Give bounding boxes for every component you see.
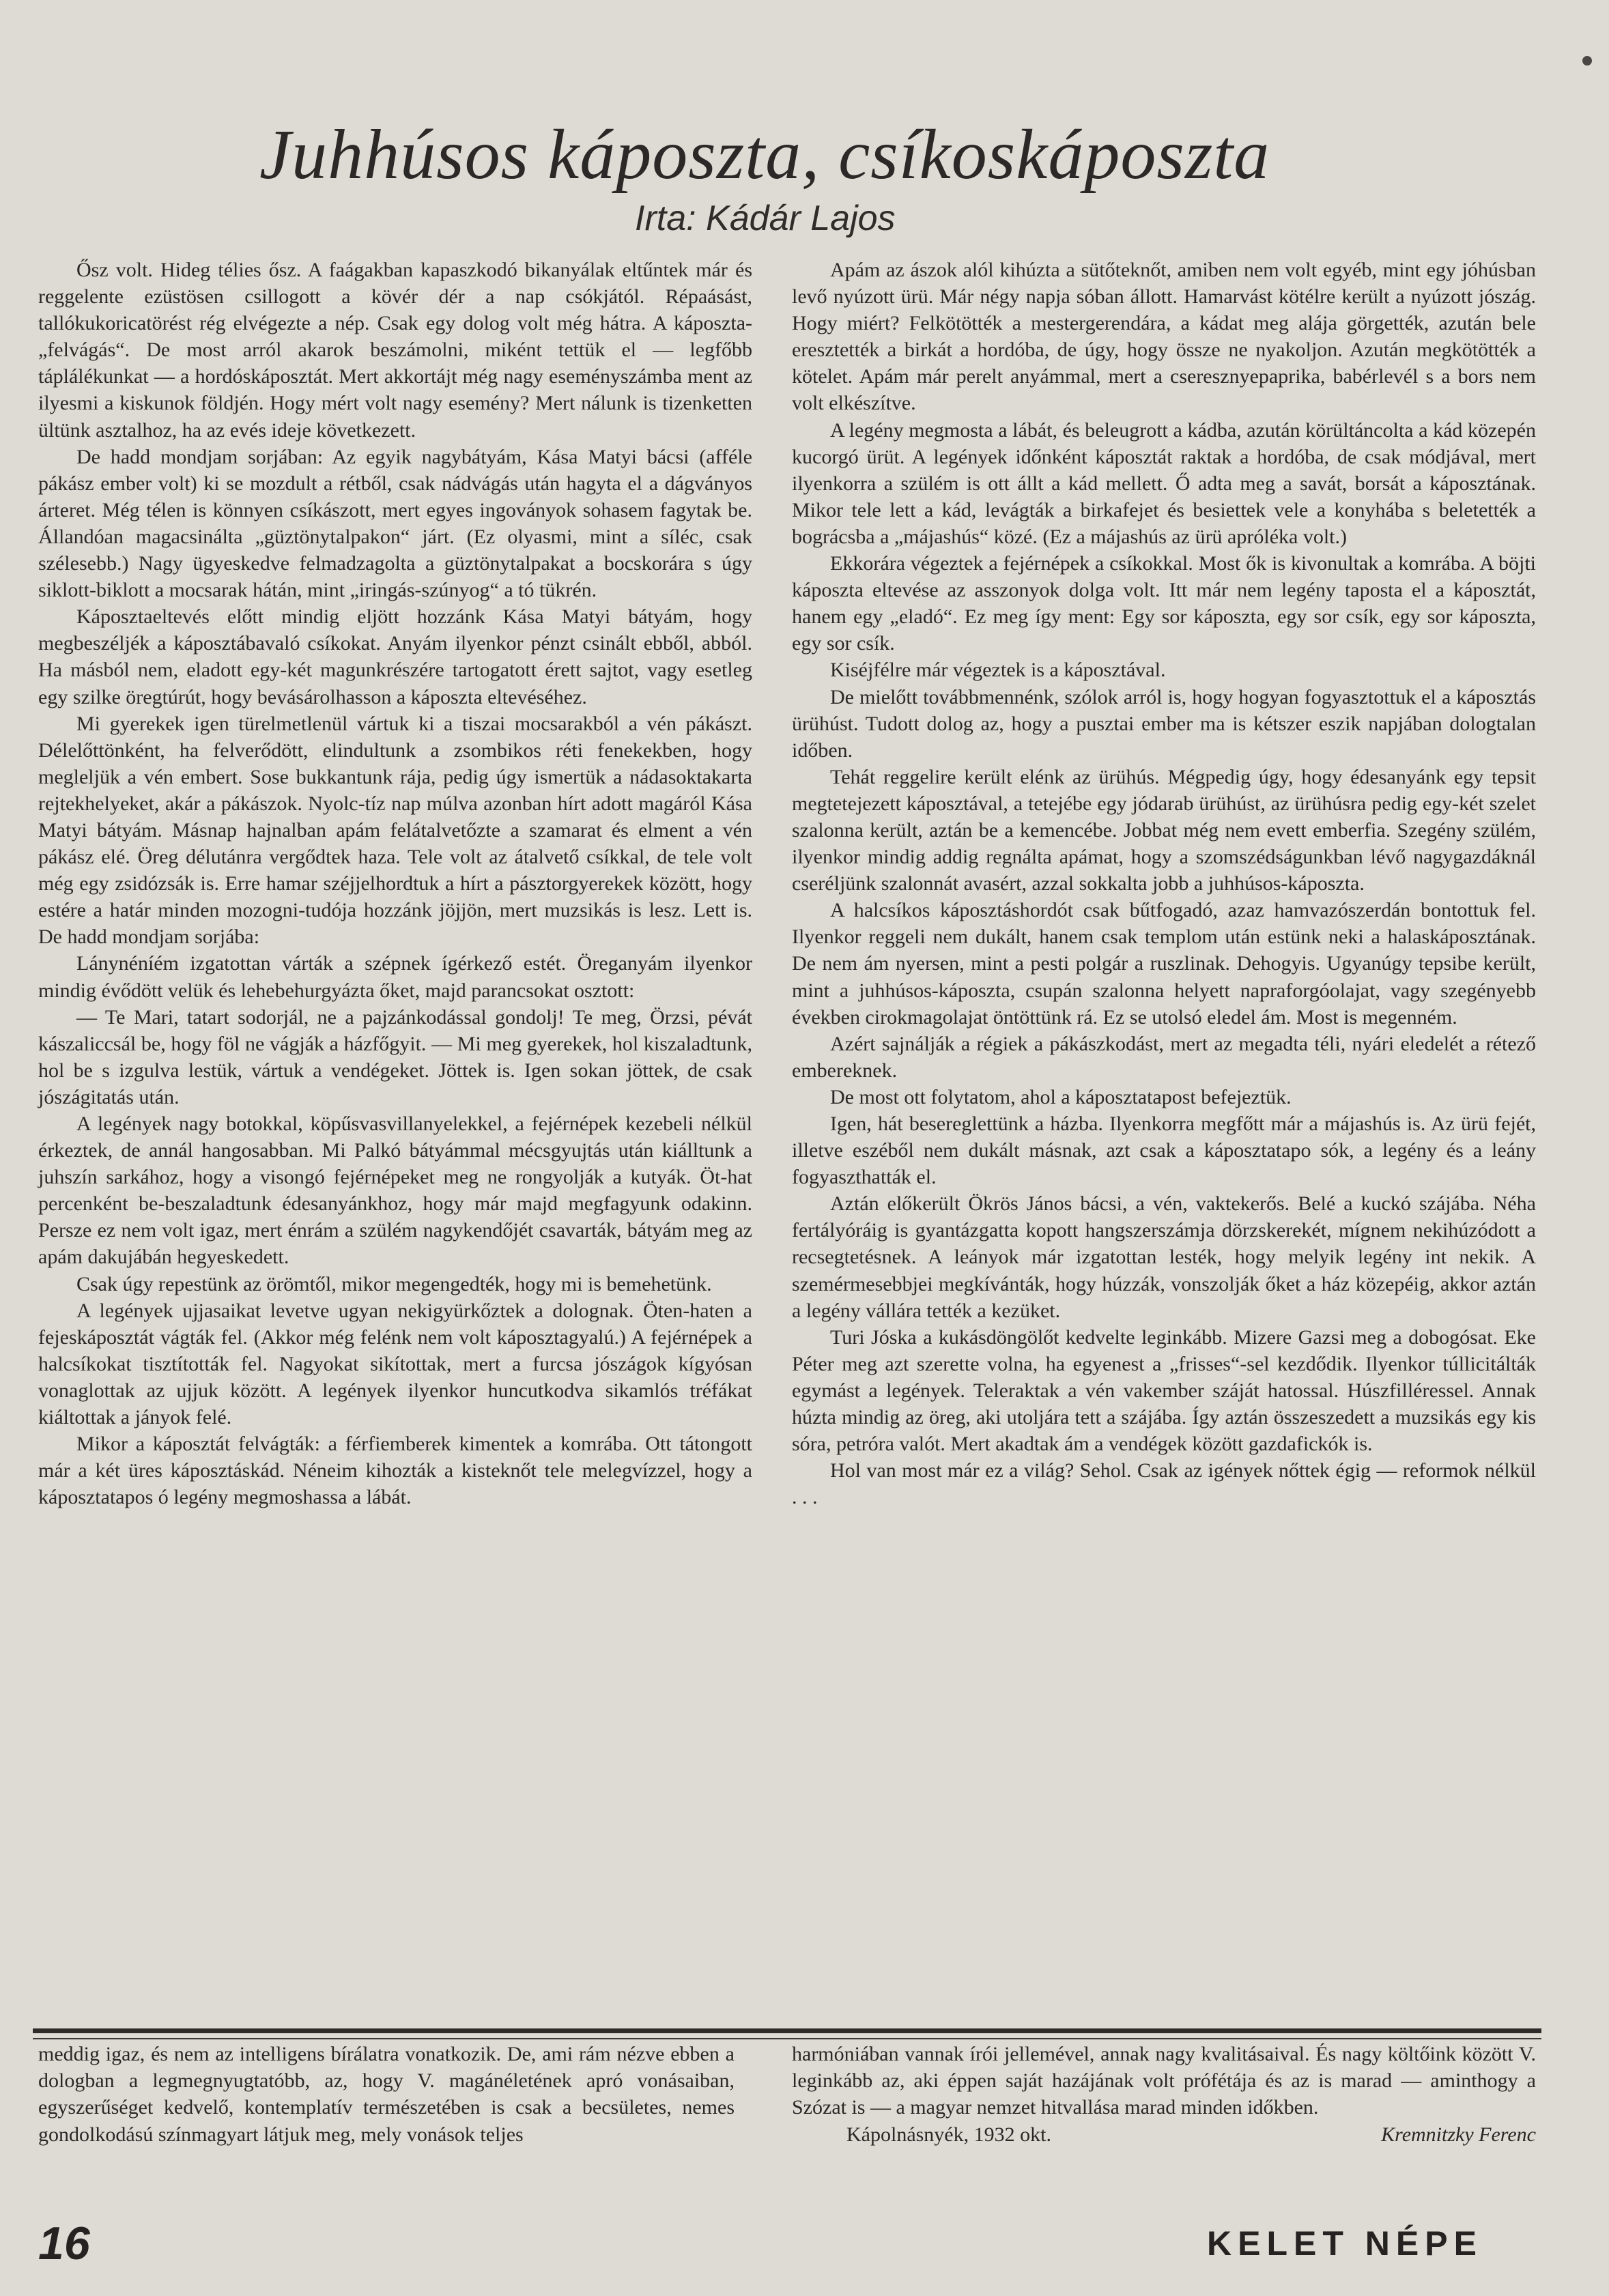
paragraph: Turi Jóska a kukásdöngölőt kedvelte leginkább. Mizere Gazsi meg a dobogósat. Eke Péter meg azt szerette volna, ha egyenest a „frisses“-sel kezdődik. Ilyenkor túllicitálták egymást a legények. Teleraktak a vén vakember száját hatossal. Húszfilléressel. Annak húzta mindig az öreg, aki utoljára tett a szájába. Így aztán összeszedett a muzsikás egy kis sóra, petróra valót. Mert akadtak ám a vendégek között gazdafickók is. bbox=[792, 1325, 1536, 1456]
article-right-column bbox=[792, 257, 1536, 1510]
paragraph: A legény megmosta a lábát, és beleugrott a kádba, azután körültáncolta a kád közepén kucorgó ürüt. A legények időnként káposztát raktak a hordóba, de csak módjával, mert ilyenkorra a szülém is ott állt a kád mellett. Ő adta meg a savát, borsát a káposztának. Mikor tele lett a kád, levágták a birkafejet és besiettek vele a konyhába s beletették a bográcsba a „májashús“ közé. (Ez a májashús az ürü aprólékа volt.) bbox=[792, 418, 1536, 548]
paragraph: A legények nagy botokkal, köpűsvasvillanyelekkel, a fejérnépek kezebeli nélkül érkeztek, de annál hangosabban. Mi Palkó bátyámmal mécsgyujtás után kiálltunk a juhszín sarkához, hogy a visongó fejérnépeket meg ne rongyolják a kutyák. Öt-hat percenként be-beszaladtunk édesanyánkhoz, hogy már majd megfagyunk odakinn. Persze ez nem volt igaz, mert énrám a szülém nagykendőjét csavarták, bátyám meg az apám dakujábán hegyeskedett. bbox=[38, 1113, 752, 1269]
paragraph: Kiséjfélre már végeztek is a káposztával. bbox=[830, 659, 1166, 682]
article-title: Juhhúsos káposzta, csíkoskáposzta bbox=[259, 115, 1270, 194]
article-byline: Irta: Kádár Lajos bbox=[635, 199, 896, 238]
section-divider-thick bbox=[33, 2028, 1541, 2033]
magazine-name: KELET NÉPE bbox=[1207, 2224, 1483, 2263]
paragraph: — Te Mari, tatart sodorjál, ne a pajzánkodással gondolj! Te meg, Örzsi, pévát kászaliccsál be, hogy föl ne vágják a házfőgyit. — Mi meg gyerekek, hol kiszaladtunk, hol be s izgulva lestük, vártuk a vendégeket. Jöttek is. Igen sokan jöttek, de csak jószágitatás után. bbox=[38, 1005, 752, 1108]
place-date: Kápolnásnyék, 1932 okt. bbox=[846, 2123, 1051, 2146]
review-right-column bbox=[792, 2041, 1536, 2148]
paragraph: Káposztaeltevés előtt mindig eljött hozzánk Kása Matyi bátyám, hogy megbeszéljék a káposztábavaló csíkokat. Anyám ilyenkor pénzt csinált ebből, abból. Ha másból nem, eladott egy-két magunkrészére tartogatott érett sajtot, vagy esetleg egy szilke öregtúrút, hogy bevásárolhasson a káposzta eltevéséhez. bbox=[38, 605, 752, 708]
paragraph: Mi gyerekek igen türelmetlenül vártuk ki a tiszai mocsarakból a vén pákászt. Délelőttönként, ha felverődött, elindultunk a zsombikos réti fenekekben, hogy megleljük a vén embert. Sose bukkantunk rája, pedig úgy ismertük a nádasoktakarta rejtekhelyeket, akár a pákászok. Nyolc-tíz nap múlva azonban hírt adott magáról Kása Matyi bátyám. Másnap hajnalban apám felátalvetőzte a szamarat és elment a vén pákász elé. Öreg délutánra vergődtek haza. Tele volt az átalvető csíkkal, de tele volt még egy zsidózsák is. Erre hamar széjjelhordtuk a hírt a pásztorgyerekek között, hogy estére a határ minden mozogni-tudója hozzánk jöjjön, mert muzsikás is lesz. Lett is. De hadd mondjam sorjába: bbox=[38, 712, 752, 949]
article-left-column bbox=[38, 257, 752, 1510]
section-divider-thin bbox=[33, 2038, 1541, 2039]
paragraph: A legények ujjasaikat levetve ugyan nekigyürkőztek a dolognak. Öten-haten a fejeskáposztát vágták fel. (Akkor még felénk nem volt káposztagyalú.) A fejérnépek a halcsíkokat tisztították fel. Nagyokat sikítottak, mert a furcsa jószágok kígyósan vonaglottak az ujjuk között. A legények ilyenkor huncutkodva sikamlós tréfákat kiáltottak a jányok felé. bbox=[38, 1299, 752, 1429]
review-paragraph: harmóniában vannak írói jellemével, annak nagy kvalitásaival. És nagy költőink között V. leginkább az, aki éppen saját hazájának volt prófétája és az is marad — aminthogy a Szózat is — a magyar nemzet hitvallása marad minden időkben. bbox=[792, 2043, 1536, 2119]
paragraph: De most ott folytatom, ahol a káposztatapost befejeztük. bbox=[830, 1085, 1292, 1108]
page-number: 16 bbox=[38, 2218, 90, 2269]
review-left-column bbox=[38, 2041, 735, 2148]
signature-line bbox=[792, 2121, 1536, 2148]
paragraph: De mielőtt továbbmennénk, szólok arról is, hogy hogyan fogyasztottuk el a káposztás ürühúst. Tudott dolog az, hogy a pusztai ember ma is kétszer eszik napjában dologtalan időben. bbox=[792, 685, 1536, 762]
author-signature: Kremnitzky Ferenc bbox=[1381, 2123, 1536, 2146]
paragraph: A halcsíkos káposztáshordót csak bűtfogadó, azaz hamvazószerdán bontottuk fel. Ilyenkor reggeli nem dukált, hanem csak templom után estünk neki a halaskáposztának. De nem ám nyersen, mint a pesti polgár a ruszlinak. Dehogyis. Ugyanúgy tepsibe került, mint a juhhúsos-káposzta, csupán szalonna helyett napraforgóolajat, vagy szegényebb években cirokmagolajat öntöttünk rá. Ez se utolsó eledel ám. Most is megenném. bbox=[792, 899, 1536, 1029]
paragraph: Apám az ászok alól kihúzta a sütőteknőt, amiben nem volt egyéb, mint egy jóhúsban levő nyúzott ürü. Már négy napja sóban állott. Hamarvást kötélre került a nyúzott jószág. Hogy miért? Felkötötték a mestergerendára, a kádat meg alája görgették, azután bele eresztették a birkát a hordóba, de úgy, hogy össze ne nyakoljon. Azután megkötötték a kötelet. Apám már perelt anyámmal, mert a cseresznyepaprika, babérlevél s a bors nem volt elkészítve. bbox=[792, 259, 1536, 415]
paragraph: Azért sajnálják a régiek a pákászkodást, mert az megadta téli, nyári eledelét a rétező embereknek. bbox=[792, 1032, 1536, 1082]
paragraph: De hadd mondjam sorjában: Az egyik nagybátyám, Kása Matyi bácsi (afféle pákász ember volt) ki se mozdult a rétből, csak nádvágás után hagyta el a dágványos árteret. Még télen is könnyen csíkászott, mert egyes ingoványok sohasem fagytak be. Állandóan magacsinálta „güztönytalpakon“ járt. (Ez olyasmi, mint a síléc, csak szélesebb.) Nagy ügyeskedve felmadzagolta a güztönytalpakat a bocskorára s úgy siklott-biklott a mocsarak hátán, mint „iringás-szúnyog“ a tó tükrén. bbox=[38, 445, 752, 602]
paragraph: Tehát reggelire került elénk az ürühús. Mégpedig úgy, hogy édesanyánk egy tepsit megtetejezett káposztával, a tetejébe egy jódarab ürühúst, az ürühúsra pedig egy-két szelet szalonna került, aztán be a kemencébe. Jobbat még nem evett emberfia. Szegény szülém, ilyenkor mindig addig regnálta apámat, hogy a szomszédságunkban lévő nagygazdáknál cseréljünk szalonnát avasért, azzal sokkalta jobb a juhhúsos-káposzta. bbox=[792, 765, 1536, 895]
ink-spot bbox=[1582, 56, 1592, 66]
paragraph: Igen, hát besereglettünk a házba. Ilyenkorra megfőtt már a májashús is. Az ürü fejét, illetve eszéből nem dukált másnak, azt csak a káposztatapo sók, a legény és a leány fogyaszthatták el. bbox=[792, 1113, 1536, 1189]
paragraph: Aztán előkerült Ökrös János bácsi, a vén, vaktekerős. Belé a kuckó szájába. Néha fertályóráig is gyantázgatta kopott hangszerszámja dörzskerekét, mígnem nekihúzódott a recsegtetésnek. A leányok már izgatottan lesték, hogy melyik legény int nekik. A szemérmesebbjei megkívánták, hogy húzzák, vonszolják őket a ház közepéig, akkor aztán a legény vállára tették a kezüket. bbox=[792, 1192, 1536, 1322]
paragraph: Ősz volt. Hideg télies ősz. A faágakban kapaszkodó bikanyálak eltűntek már és reggelente ezüstösen csillogott a kövér dér a nap csókjától. Répaásást, tallókukoricatörést rég elvégezte a nép. Csak egy dolog volt még hátra. A káposzta-„felvágás“. De most arról akarok beszámolni, miként tettük el — legfőbb táplálékunkat — a hordóskáposztát. Mert akkortájt még nagy eseményszámba ment az ilyesmi a kiskunok földjén. Hogy mért volt nagy esemény? Mert nálunk is tizenketten ültünk asztalhoz, ha az evés ideje következett. bbox=[38, 259, 752, 442]
paragraph: Mikor a káposztát felvágták: a férfiemberek kimentek a komrába. Ott tátongott már a két üres káposztáskád. Néneim kihozták a kisteknőt tele melegvízzel, hogy a káposztatapos ó legény megmoshassa a lábát. bbox=[38, 1433, 752, 1509]
paragraph: Hol van most már ez a világ? Sehol. Csak az igények nőttek égig — reformok nélkül . . . bbox=[792, 1459, 1536, 1509]
paragraph: Lánynéníém izgatottan várták a szépnek ígérkező estét. Öreganyám ilyenkor mindig évődött velük és lehebehurgyázta őket, majd parancsokat osztott: bbox=[38, 952, 752, 1002]
paragraph: Csak úgy repestünk az örömtől, mikor megengedték, hogy mi is bemehetünk. bbox=[76, 1272, 712, 1295]
review-paragraph: meddig igaz, és nem az intelligens bírálatra vonatkozik. De, ami rám nézve ebben a dologban a legmegnyugtatóbb, az, hogy V. magánéletének apró vonásaiban, egyszerűséget kedvelő, kontemplatív természetében is csak a becsületes, nemes gondolkodású színmagyart látjuk meg, mely vonások teljes bbox=[38, 2043, 735, 2146]
paragraph: Ekkorára végeztek a fejérnépek a csíkokkal. Most ők is kivonultak a komrába. A böjti káposzta eltevése az asszonyok dolga volt. Itt már nem legény taposta el a káposztát, hanem egy „eladó“. Ez meg így ment: Egy sor káposzta, egy sor csík, egy sor káposzta, egy sor csík. bbox=[792, 552, 1536, 655]
